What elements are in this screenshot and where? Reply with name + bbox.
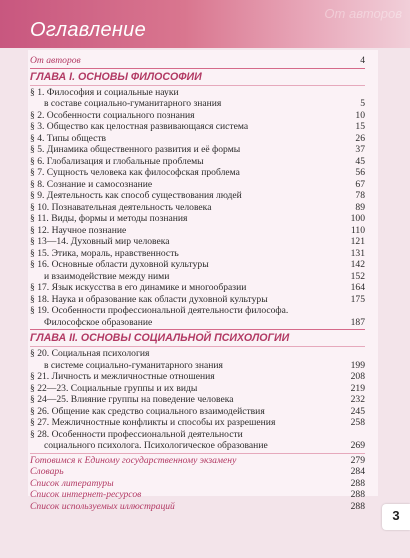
- separator: [30, 453, 365, 454]
- toc-entry-title: Список используемых иллюстраций: [30, 500, 175, 512]
- toc-entry[interactable]: [30, 371, 365, 383]
- toc-entry-title: § 5. Динамика общественного развития и её формы: [30, 144, 241, 155]
- toc-entry[interactable]: [30, 248, 365, 260]
- toc-entry-title: § 26. Общение как средство социального взаимодействия: [30, 405, 265, 417]
- toc-entry-title: § 20. Социальная психология: [30, 348, 150, 359]
- page-number-tab: [382, 504, 410, 530]
- toc-entry[interactable]: [30, 98, 365, 110]
- toc-entry[interactable]: [30, 501, 365, 513]
- toc-entry-title: § 2. Особенности социального познания: [30, 109, 195, 121]
- separator: [30, 68, 365, 69]
- chapter-2-heading: ГЛАВА II. ОСНОВЫ СОЦИАЛЬНОЙ ПСИХОЛОГИИ: [30, 332, 290, 344]
- toc-entry-title: Философское образование: [44, 316, 153, 328]
- toc-entry[interactable]: [30, 406, 365, 418]
- toc-entry-title: Список интернет-ресурсов: [30, 489, 142, 500]
- toc-entry-title: § 7. Сущность человека как философская проблема: [30, 167, 240, 178]
- toc-entry-page: 15: [355, 121, 365, 132]
- toc-entry-page: 279: [350, 454, 365, 466]
- separator: [30, 346, 365, 347]
- toc-entry-page: 131: [350, 247, 365, 259]
- table-of-contents: [30, 51, 365, 512]
- toc-entry-page: 288: [350, 477, 365, 489]
- toc-entry-page: 100: [350, 213, 365, 224]
- toc-entry-page: 56: [355, 167, 365, 178]
- toc-entry-page: 284: [350, 466, 365, 477]
- toc-entry[interactable]: [30, 236, 365, 248]
- toc-entry[interactable]: [30, 394, 365, 406]
- toc-entry[interactable]: [30, 133, 365, 145]
- toc-entry-title: § 8. Сознание и самосознание: [30, 178, 153, 190]
- toc-entry-title: § 9. Деятельность как способ существования людей: [30, 190, 242, 201]
- toc-entry-page: 208: [350, 371, 365, 382]
- toc-entry[interactable]: [30, 202, 365, 214]
- toc-entry[interactable]: [30, 259, 365, 271]
- toc-entry-title: и взаимодействие между ними: [44, 270, 170, 282]
- toc-entry-page: 67: [355, 178, 365, 190]
- toc-entry[interactable]: [30, 429, 365, 441]
- toc-entry-title: § 18. Наука и образование как области духовной культуры: [30, 293, 268, 305]
- toc-entry-page: 245: [350, 405, 365, 417]
- toc-entry[interactable]: [30, 489, 365, 501]
- toc-entry-title: § 12. Научное познание: [30, 224, 127, 236]
- toc-entry-title: § 6. Глобализация и глобальные проблемы: [30, 155, 204, 167]
- toc-entry[interactable]: [30, 225, 365, 237]
- toc-entry-page: 10: [355, 109, 365, 121]
- toc-entry-page: 269: [350, 440, 365, 451]
- toc-entry-title: § 11. Виды, формы и методы познания: [30, 213, 188, 224]
- toc-entry-title: § 1. Философия и социальные науки: [30, 86, 179, 98]
- chapter-2-entries: [30, 348, 365, 452]
- toc-entry-page: 187: [350, 316, 365, 328]
- toc-entry[interactable]: [30, 87, 365, 99]
- page-number: 3: [392, 508, 400, 523]
- toc-entry[interactable]: [30, 317, 365, 329]
- toc-entry-page: 89: [355, 201, 365, 213]
- toc-entry-title: § 16. Основные области духовной культуры: [30, 259, 209, 270]
- toc-entry-title: в составе социально-гуманитарного знания: [44, 98, 222, 109]
- toc-entry[interactable]: [30, 348, 365, 360]
- toc-entry-title: § 10. Познавательная деятельность человека: [30, 201, 212, 213]
- toc-entry-page: 258: [350, 417, 365, 428]
- toc-entry-page: 110: [350, 224, 365, 236]
- toc-entry-page: 26: [355, 132, 365, 144]
- toc-entry-title: § 24—25. Влияние группы на поведение человека: [30, 394, 234, 405]
- toc-entry-page: 175: [350, 293, 365, 305]
- toc-entry-title: § 17. Язык искусства в его динамике и многообразии: [30, 282, 247, 293]
- toc-entry-title: Словарь: [30, 466, 64, 477]
- toc-entry-page: 152: [350, 270, 365, 282]
- toc-entry[interactable]: [30, 179, 365, 191]
- toc-entry-title: § 3. Общество как целостная развивающаяся система: [30, 121, 249, 132]
- toc-entry[interactable]: [30, 144, 365, 156]
- toc-entry-title: социального психолога. Психологическое образование: [44, 440, 268, 451]
- toc-entry[interactable]: [30, 282, 365, 294]
- toc-entry-title: § 15. Этика, мораль, нравственность: [30, 247, 179, 259]
- toc-entry[interactable]: [30, 383, 365, 395]
- toc-entry-page: 219: [350, 382, 365, 394]
- toc-entry[interactable]: [30, 455, 365, 467]
- toc-entry-title: § 21. Личность и межличностные отношения: [30, 371, 215, 382]
- toc-entry-page: 37: [355, 144, 365, 155]
- toc-entry-title: § 22—23. Социальные группы и их виды: [30, 382, 198, 394]
- page-title: Оглавление: [30, 19, 147, 41]
- toc-entry-page: 4: [360, 55, 365, 66]
- toc-entry[interactable]: [30, 167, 365, 179]
- toc-entry-title: § 27. Межличностные конфликты и способы их разрешения: [30, 417, 276, 428]
- toc-entry-title: § 4. Типы обществ: [30, 132, 107, 144]
- toc-entry-title: Список литературы: [30, 477, 114, 489]
- toc-entry-title: § 19. Особенности профессиональной деятельности философа.: [30, 305, 289, 316]
- toc-entry[interactable]: [30, 156, 365, 168]
- header-bar: [0, 0, 410, 48]
- separator: [30, 329, 365, 330]
- toc-entry-page: 199: [350, 359, 365, 371]
- toc-entry[interactable]: [30, 417, 365, 429]
- toc-entry[interactable]: [30, 271, 365, 283]
- separator: [30, 85, 365, 86]
- toc-entry-title: § 28. Особенности профессиональной деятельности: [30, 428, 243, 440]
- toc-entry[interactable]: [30, 360, 365, 372]
- toc-entry-page: 5: [360, 98, 365, 109]
- toc-entry[interactable]: [30, 305, 365, 317]
- toc-entry-title: Готовимся к Единому государственному экзамену: [30, 454, 237, 466]
- toc-entry-page: 121: [350, 236, 365, 247]
- toc-entry-page: 78: [355, 190, 365, 201]
- toc-entry-page: 288: [350, 489, 365, 500]
- ghost-heading: От авторов: [324, 6, 402, 21]
- toc-entry-page: 164: [350, 282, 365, 293]
- toc-entry[interactable]: [30, 110, 365, 122]
- appendix-entries: [30, 455, 365, 513]
- toc-entry-authors[interactable]: [30, 55, 365, 67]
- chapter-1-heading: ГЛАВА I. ОСНОВЫ ФИЛОСОФИИ: [30, 70, 202, 83]
- chapter-1-entries: [30, 87, 365, 329]
- toc-entry-page: 232: [350, 394, 365, 405]
- toc-entry[interactable]: [30, 478, 365, 490]
- toc-entry[interactable]: [30, 213, 365, 225]
- toc-entry-page: 288: [350, 500, 365, 512]
- toc-entry-page: 45: [355, 155, 365, 167]
- toc-entry[interactable]: [30, 440, 365, 452]
- toc-entry[interactable]: [30, 121, 365, 133]
- toc-entry[interactable]: [30, 466, 365, 478]
- toc-entry[interactable]: [30, 190, 365, 202]
- toc-entry-title: в системе социально-гуманитарного знания: [44, 359, 223, 371]
- toc-entry[interactable]: [30, 294, 365, 306]
- toc-entry-title: От авторов: [30, 55, 81, 66]
- toc-entry-title: § 13—14. Духовный мир человека: [30, 236, 170, 247]
- toc-entry-page: 142: [350, 259, 365, 270]
